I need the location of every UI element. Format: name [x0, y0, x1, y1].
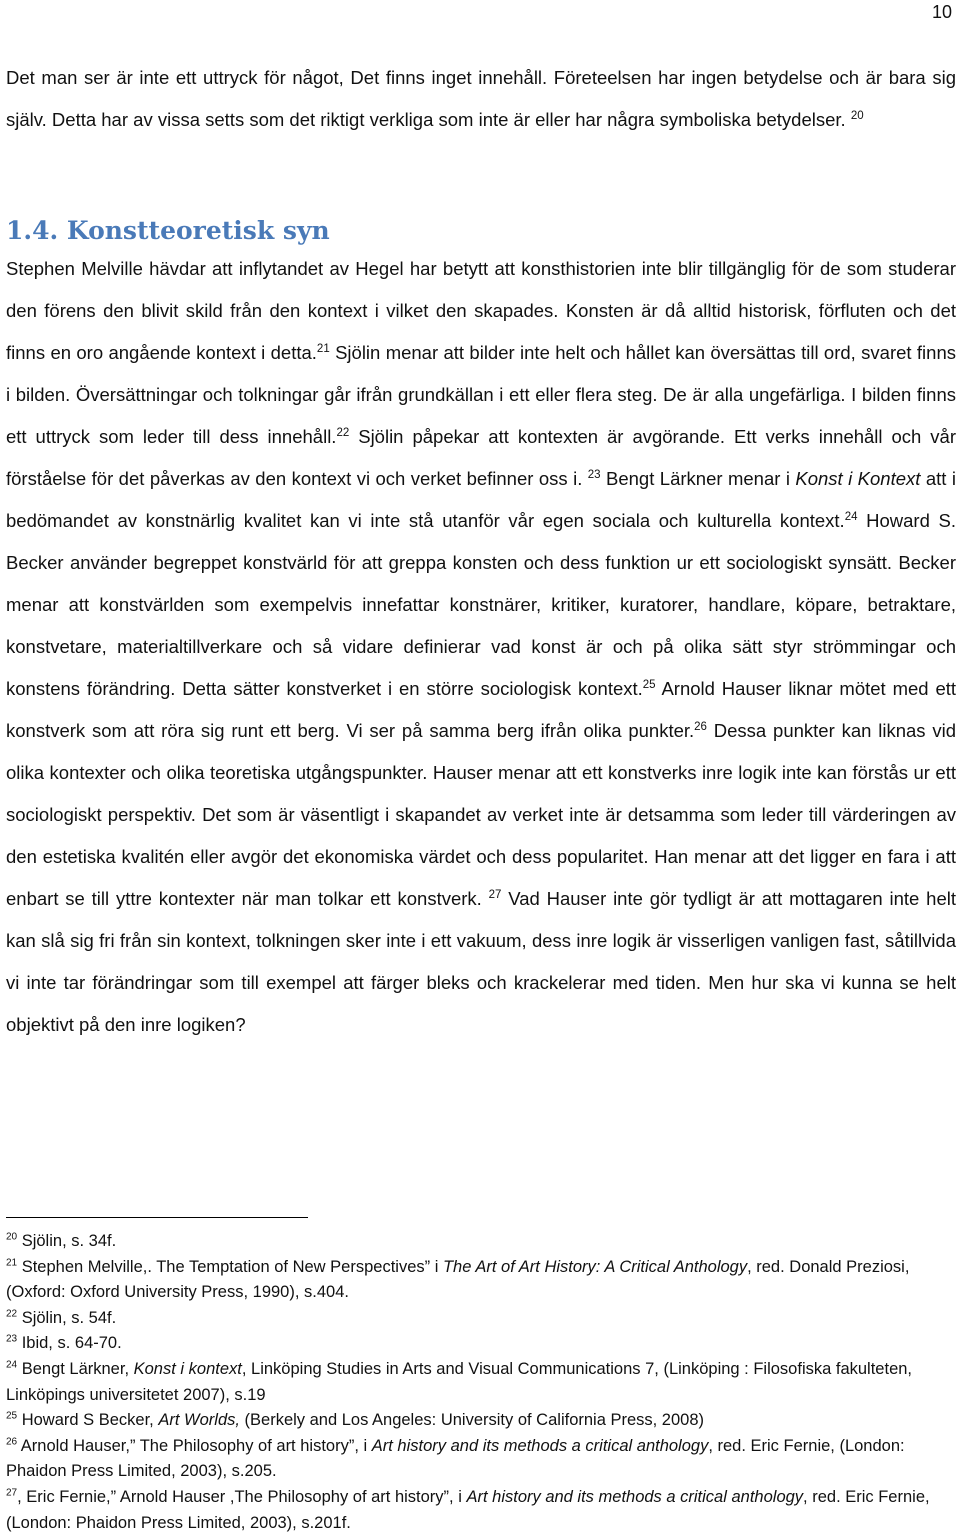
footnote-italic-title: Art history and its methods a critical anthology	[371, 1436, 709, 1455]
footnote-24	[6, 1357, 951, 1408]
paragraph-text: Arnold Hauser liknar mötet med ett konstverk som att röra sig runt ett berg. Vi ser på samma berg ifrån olika punkter.	[6, 678, 957, 741]
footnote-number: 24	[6, 1359, 18, 1371]
footnote-ref-23[interactable]: 23	[587, 468, 601, 481]
paragraph-text: Det man ser är inte ett uttryck för något, Det finns inget innehåll. Företeelsen har ingen betydelse och är bara sig själv. Detta har av vissa setts som det riktigt verkliga som inte är eller har några symboliska betydelser.	[6, 67, 956, 130]
footnote-number: 22	[6, 1308, 18, 1320]
footnote-ref-25[interactable]: 25	[642, 678, 656, 691]
footnote-italic-title: The Art of Art History: A Critical Anthology	[442, 1257, 748, 1276]
page-number: 10	[931, 2, 952, 22]
footnote-25	[6, 1408, 951, 1434]
footnote-ref-21[interactable]: 21	[316, 342, 330, 355]
body-paragraph	[6, 57, 956, 141]
footnote-text: Ibid, s. 64-70.	[17, 1334, 122, 1353]
footnote-number: 27	[6, 1487, 18, 1499]
footnote-text: , Eric Fernie,” Arnold Hauser ,The Philosophy of art history”, i	[17, 1487, 467, 1506]
paragraph-text: Bengt Lärkner menar i	[600, 468, 796, 489]
footnote-text: Arnold Hauser,” The Philosophy of art history”, i	[17, 1436, 372, 1455]
footnote-ref-22[interactable]: 22	[336, 426, 350, 439]
footnote-text: Stephen Melville,. The Temptation of New Perspectives” i	[17, 1257, 443, 1276]
footnote-ref-24[interactable]: 24	[844, 510, 858, 523]
footnote-ref-26[interactable]: 26	[694, 720, 707, 733]
footnote-number: 21	[6, 1257, 18, 1269]
footnotes-section	[6, 1229, 951, 1536]
footnote-20	[6, 1229, 951, 1255]
footnote-text: Sjölin, s. 54f.	[17, 1308, 117, 1327]
body-paragraph	[6, 248, 956, 1046]
footnote-italic-title: Art Worlds,	[158, 1411, 240, 1430]
footnote-number: 25	[6, 1410, 18, 1422]
paragraph-text: Vad Hauser inte gör tydligt är att mottagaren inte helt kan slå sig fri från sin kontext, tolkningen sker inte i ett vakuum, dess inre logik är visserligen vanligen fast, såtillvida vi inte tar förändringar som till exempel att färger bleks och krackelerar med tiden. Men hur ska vi kunna se helt objektivt på den inre logiken?	[6, 888, 956, 1035]
footnote-separator	[6, 1217, 308, 1218]
footnote-text: Sjölin, s. 34f.	[17, 1232, 117, 1250]
footnote-22	[6, 1306, 951, 1332]
footnote-italic-title: Konst i kontext	[133, 1359, 242, 1378]
footnote-text: , red. Eric Fernie, (London: Phaidon Press Limited, 2003), s.201f.	[6, 1487, 930, 1532]
footnote-number: 23	[6, 1333, 18, 1345]
footnote-text: , red. Donald Preziosi, (Oxford: Oxford University Press, 1990), s.404.	[6, 1257, 910, 1302]
footnote-21	[6, 1255, 951, 1306]
paragraph-text: Stephen Melville hävdar att inflytandet av Hegel har betytt att konsthistorien inte blir tillgänglig för de som studerar den förens den blivit skild från den kontext i vilket den skapades. Konsten är då alltid historisk, förfluten och det finns en oro angående kontext i detta.	[6, 258, 956, 363]
footnote-text: , red. Eric Fernie, (London: Phaidon Press Limited, 2003), s.205.	[6, 1436, 905, 1481]
italic-title: Konst i Kontext	[795, 468, 921, 489]
footnote-text: , Linköping Studies in Arts and Visual Communications 7, (Linköping : Filosofiska fakulteten, Linköpings universitetet 2007), s.19	[6, 1359, 913, 1404]
footnote-number: 26	[6, 1436, 18, 1448]
paragraph-text: Sjölin påpekar att kontexten är avgörande. Ett verks innehåll och vår förståelse för det påverkas av den kontext vi och verket befinner oss i.	[6, 426, 957, 489]
footnote-ref-20[interactable]: 20	[850, 109, 864, 122]
footnote-number: 20	[6, 1231, 18, 1243]
footnote-text: Bengt Lärkner,	[17, 1359, 134, 1378]
paragraph-text: Howard S. Becker använder begreppet konstvärld för att greppa konsten och dess funktion ur ett sociologiskt synsätt. Becker menar att konstvärlden som exempelvis innefattar konstnärer, kritiker, kuratorer, handlare, köpare, betraktare, konstvetare, materialtillverkare och så vidare definierar vad konst är och på olika sätt styr strömmingar och konstens förändring. Detta sätter konstverket i en större sociologisk kontext.	[6, 510, 956, 699]
section-heading: 1.4. Konstteoretisk syn	[6, 216, 330, 245]
paragraph-text: Sjölin menar att bilder inte helt och hållet kan översättas till ord, svaret finns i bilden. Översättningar och tolkningar går ifrån grundkällan i ett eller flera steg. De är alla ungefärliga. I bilden finns ett uttryck som leder till dess innehåll.	[6, 342, 956, 447]
paragraph-text: Dessa punkter kan liknas vid olika kontexter och olika teoretiska utgångspunkter. Hauser menar att ett konstverks inre logik inte kan förstås ur ett sociologiskt perspektiv. Det som är väsentligt i skapandet av verket inte är detsamma som leder till värderingen av den estetiska kvalitén eller avgör det ekonomiska värdet och dess popularitet. Han menar att det ligger en fara i att enbart se till yttre kontexter när man tolkar ett konstverk.	[6, 720, 956, 909]
paragraph-text: att i bedömandet av konstnärlig kvalitet kan vi inte stå utanför vår egen sociala och kulturella kontext.	[6, 468, 956, 531]
footnote-23	[6, 1331, 951, 1357]
footnote-text: (Berkely and Los Angeles: University of California Press, 2008)	[239, 1411, 705, 1430]
footnote-italic-title: Art history and its methods a critical anthology	[466, 1487, 804, 1506]
footnote-ref-27[interactable]: 27	[488, 888, 502, 901]
footnote-27	[6, 1485, 951, 1536]
footnote-26	[6, 1434, 951, 1485]
footnote-text: Howard S Becker,	[17, 1411, 159, 1430]
